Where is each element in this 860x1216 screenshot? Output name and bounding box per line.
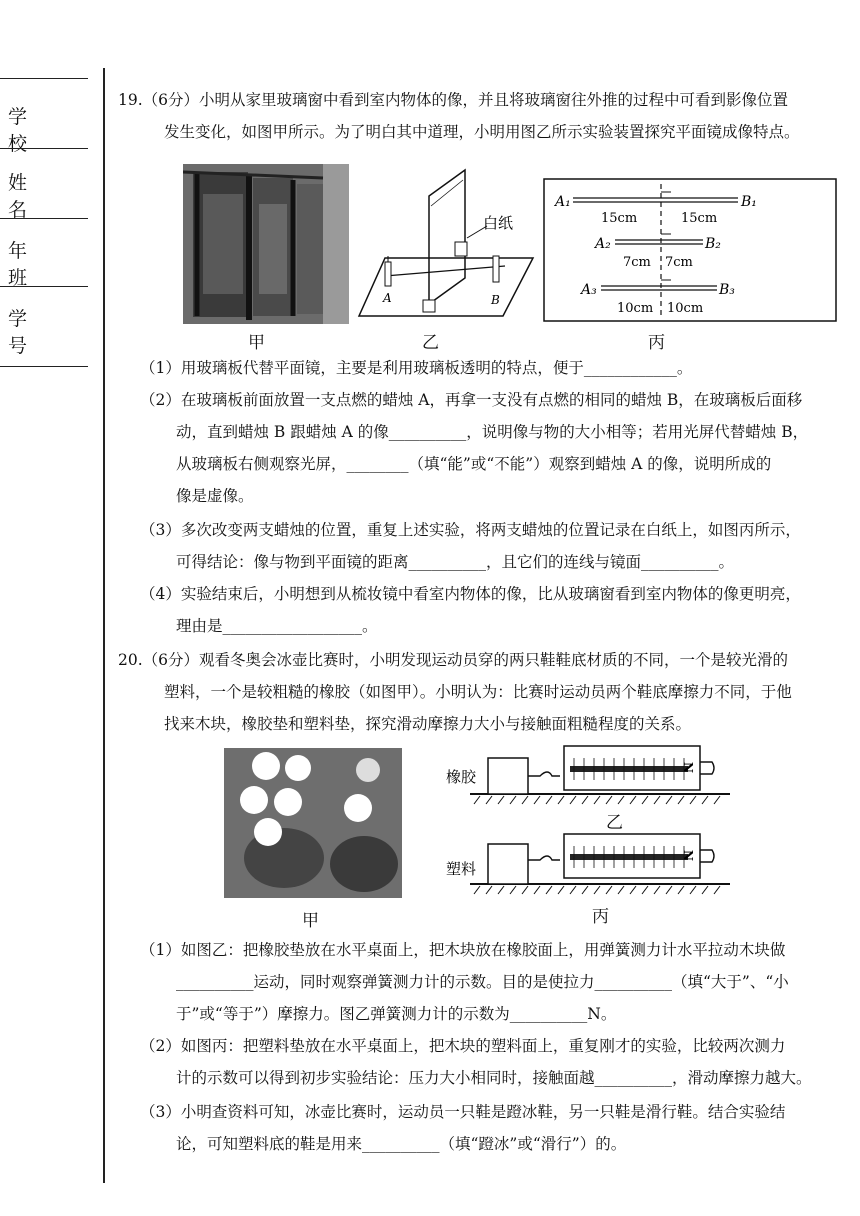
a2-label: A₂ bbox=[595, 236, 611, 252]
q19-fig-jia-label: 甲 bbox=[248, 333, 265, 353]
sidebar-divider bbox=[0, 148, 88, 149]
q19-part3-line1: （3）多次改变两支蜡烛的位置，重复上述实验，将两支蜡烛的位置记录在白纸上，如图丙所示， bbox=[140, 521, 801, 539]
q19-part1: （1）用玻璃板代替平面镜，主要是利用玻璃板透明的特点，便于____________。 bbox=[140, 359, 693, 377]
q19-part2-line3: 从玻璃板右侧观察光屏，________（填“能”或“不能”）观察到蜡烛 A 的像，说明所成的 bbox=[176, 455, 772, 473]
q19-fig-bing-label: 丙 bbox=[648, 333, 665, 353]
q19-part2-line1: （2）在玻璃板前面放置一支点燃的蜡烛 A，再拿一支没有点燃的相同的蜡烛 B，在玻璃板后面移 bbox=[140, 391, 803, 409]
sidebar-divider bbox=[0, 286, 88, 287]
d3-left: 10cm bbox=[617, 301, 654, 316]
q19-part2-line4: 像是虚像。 bbox=[176, 487, 254, 505]
name-label: 姓 名 bbox=[8, 172, 46, 221]
binding-line bbox=[103, 68, 105, 1183]
q20-stem-line1: 20.（6分）观看冬奥会冰壶比赛时，小明发现运动员穿的两只鞋鞋底材质的不同，一个是较光滑的 bbox=[118, 651, 789, 669]
d1-left: 15cm bbox=[601, 211, 638, 226]
q19-stem-line2: 发生变化，如图甲所示。为了明白其中道理，小明用图乙所示实验装置探究平面镜成像特点。 bbox=[164, 123, 800, 141]
q19-part3-line2: 可得结论：像与物到平面镜的距离__________，且它们的连线与镜面__________。 bbox=[176, 553, 735, 571]
white-paper-label: 白纸 bbox=[483, 214, 514, 232]
candle-a-label: A bbox=[383, 291, 392, 305]
q20-part1-line2: __________运动，同时观察弹簧测力计的示数。目的是使拉力__________（填“大于”、“小 bbox=[176, 973, 789, 991]
q20-fig-jia-label: 甲 bbox=[302, 911, 319, 931]
d3-right: 10cm bbox=[667, 301, 704, 316]
q19-fig-yi-label: 乙 bbox=[422, 333, 439, 353]
q20-part1-line1: （1）如图乙：把橡胶垫放在水平桌面上，把木块放在橡胶面上，用弹簧测力计水平拉动木块做 bbox=[140, 941, 786, 959]
position-record-diagram bbox=[543, 178, 837, 322]
q20-part3-line1: （3）小明查资料可知，冰壶比赛时，运动员一只鞋是蹬冰鞋，另一只鞋是滑行鞋。结合实验结 bbox=[140, 1103, 786, 1121]
d1-right: 15cm bbox=[681, 211, 718, 226]
sidebar-divider bbox=[0, 78, 88, 79]
d2-right: 7cm bbox=[665, 255, 693, 270]
q19-part2-line2: 动，直到蜡烛 B 跟蜡烛 A 的像__________，说明像与物的大小相等；若用光屏代替蜡烛 B， bbox=[176, 423, 809, 441]
plastic-setup-diagram bbox=[440, 830, 730, 898]
q19-stem-line1: 19.（6分）小明从家里玻璃窗中看到室内物体的像，并且将玻璃窗往外推的过程中可看到影像位置 bbox=[118, 91, 789, 109]
b1-label: B₁ bbox=[741, 194, 757, 210]
sidebar-divider bbox=[0, 366, 88, 367]
q20-part2-line2: 计的示数可以得到初步实验结论：压力大小相同时，接触面越__________，滑动摩擦力越大。 bbox=[176, 1069, 812, 1087]
scale-unit-label: N bbox=[681, 762, 695, 773]
q19-part4-line2: 理由是__________________。 bbox=[176, 617, 378, 635]
plastic-label: 塑料 bbox=[446, 860, 477, 878]
a1-label: A₁ bbox=[555, 194, 571, 210]
shoe-soles-photo bbox=[224, 748, 402, 898]
sidebar-divider bbox=[0, 218, 88, 219]
q20-fig-bing-label: 丙 bbox=[592, 907, 609, 927]
d2-left: 7cm bbox=[623, 255, 651, 270]
a3-label: A₃ bbox=[581, 282, 597, 298]
q20-fig-yi-label: 乙 bbox=[606, 813, 623, 833]
mirror-experiment-diagram bbox=[355, 166, 535, 326]
rubber-label: 橡胶 bbox=[446, 768, 477, 786]
school-label: 学 校 bbox=[8, 106, 46, 155]
window-photo bbox=[183, 164, 349, 324]
candle-b-label: B bbox=[491, 293, 500, 307]
q19-part4-line1: （4）实验结束后，小明想到从梳妆镜中看室内物体的像，比从玻璃窗看到室内物体的像更明亮， bbox=[140, 585, 801, 603]
student-id-label: 学 号 bbox=[8, 308, 46, 357]
class-label: 年 班 bbox=[8, 240, 46, 289]
q20-part2-line1: （2）如图丙：把塑料垫放在水平桌面上，把木块的塑料面上，重复刚才的实验，比较两次测力 bbox=[140, 1037, 786, 1055]
q20-part1-line3: 于”或“等于”）摩擦力。图乙弹簧测力计的示数为__________N。 bbox=[176, 1005, 617, 1023]
b3-label: B₃ bbox=[719, 282, 735, 298]
q20-stem-line3: 找来木块，橡胶垫和塑料垫，探究滑动摩擦力大小与接触面粗糙程度的关系。 bbox=[164, 715, 692, 733]
rubber-setup-diagram bbox=[440, 740, 730, 808]
q20-stem-line2: 塑料，一个是较粗糙的橡胶（如图甲）。小明认为：比赛时运动员两个鞋底摩擦力不同，于他 bbox=[164, 683, 792, 701]
scale-unit-label: N bbox=[681, 850, 695, 861]
b2-label: B₂ bbox=[705, 236, 721, 252]
q20-part3-line2: 论，可知塑料底的鞋是用来__________（填“蹬冰”或“滑行”）的。 bbox=[176, 1135, 627, 1153]
